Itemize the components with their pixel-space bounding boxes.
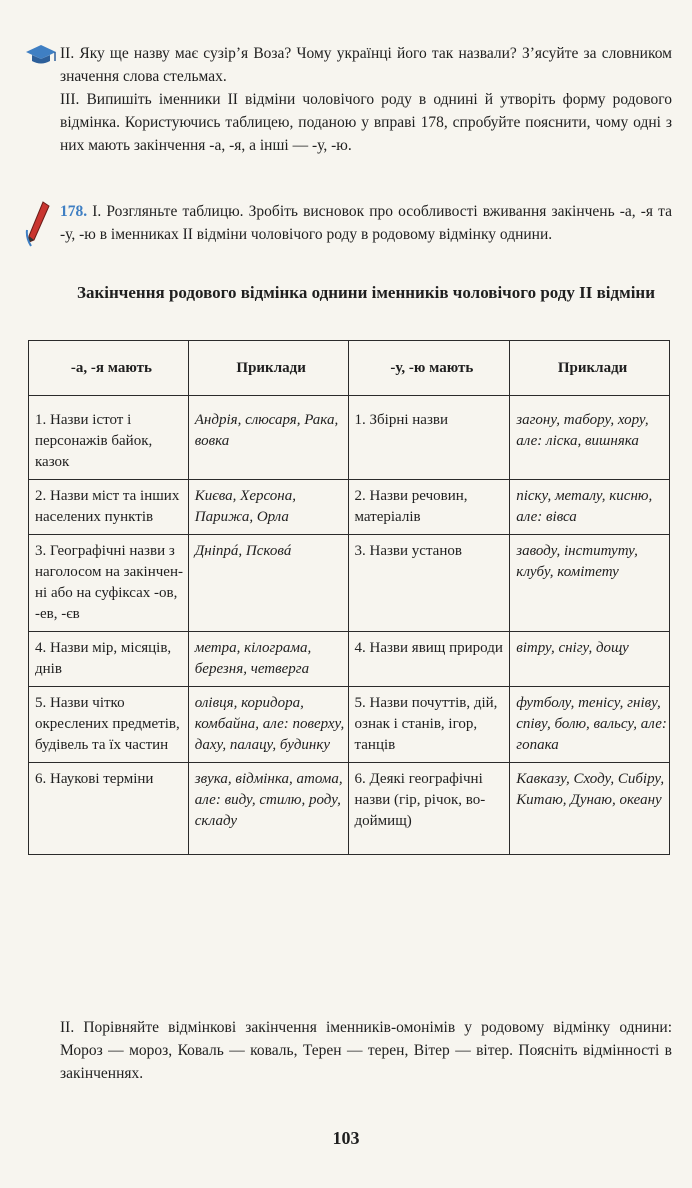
header-cell: -а, -я мають — [29, 341, 189, 396]
header-cell: -у, -ю мають — [348, 341, 510, 396]
table-cell: Києва, Херсона, Парижа, Орла — [188, 480, 348, 535]
task-3-text: III. Випишіть іменники II відміни чоловічого роду в однині й утворіть форму родового відмінка. Користуючись таблицею, поданою у вправі 178, спробуйте пояснити, чому одні з них мають закінчення -а, -я, а інші — -у, -ю. — [60, 91, 672, 154]
table-cell: 2. Назви міст та інших населених пунктів — [29, 480, 189, 535]
task-block-1 — [60, 42, 672, 157]
table-cell: 2. Назви речовин, матеріалів — [348, 480, 510, 535]
table-cell: 6. Наукові терміни — [29, 763, 189, 855]
table-row — [29, 535, 670, 632]
table-cell: Андрія, слюсаря, Рака, вовка — [188, 396, 348, 480]
table-cell: метра, кілограма, березня, четверга — [188, 632, 348, 687]
pen-icon — [25, 200, 51, 248]
task-2-text: II. Яку ще назву має сузір’я Воза? Чому українці його так назвали? З’ясуйте за словником значення слова стельмах. — [60, 45, 672, 85]
table-cell: 3. Географічні назви з наголосом на закінченні або на суфіксах -ов, -ев, -єв — [29, 535, 189, 632]
table-cell: вітру, снігу, дощу — [510, 632, 670, 687]
table-cell: 4. Назви явищ природи — [348, 632, 510, 687]
page-number: 103 — [332, 1128, 360, 1148]
table-cell: 6. Деякі географічні назви (гір, річок, водоймищ) — [348, 763, 510, 855]
table-cell: олівця, коридора, комбайна, але: поверху, даху, палацу, будинку — [188, 687, 348, 763]
table-cell: 3. Назви установ — [348, 535, 510, 632]
table-title: Закінчення родового відмінка однини іменників чоловічого роду II відміни — [76, 283, 656, 302]
table-cell: 4. Назви мір, місяців, днів — [29, 632, 189, 687]
header-cell: Приклади — [510, 341, 670, 396]
table-row — [29, 396, 670, 480]
table-cell: 1. Збірні назви — [348, 396, 510, 480]
table-row — [29, 632, 670, 687]
table-cell: загону, табору, хору, але: ліска, вишняка — [510, 396, 670, 480]
table-cell: заводу, інституту, клубу, комітету — [510, 535, 670, 632]
table-cell: 5. Назви чітко окреслених предметів, будівель та їх частин — [29, 687, 189, 763]
table-cell: звука, відмінка, атома, але: виду, стилю, роду, складу — [188, 763, 348, 855]
endings-table — [28, 340, 670, 855]
table-cell: Дніпрá, Псковá — [188, 535, 348, 632]
table-row — [29, 687, 670, 763]
table-cell: футболу, тенісу, гніву, співу, болю, вальсу, але: гопака — [510, 687, 670, 763]
header-cell: Приклади — [188, 341, 348, 396]
table-row — [29, 480, 670, 535]
table-cell: 1. Назви істот і персонажів байок, казок — [29, 396, 189, 480]
task-block-2 — [60, 1016, 672, 1085]
table-header-row — [29, 341, 670, 396]
exercise-178 — [60, 200, 672, 246]
table-cell: піску, металу, кисню, але: вівса — [510, 480, 670, 535]
task-2b-text: II. Порівняйте відмінкові закінчення іменників-омонімів у родовому відмінку однини: Мороз — мороз, Коваль — коваль, Терен — терен, Вітер — вітер. Поясніть відмінності в закінченнях. — [60, 1019, 672, 1082]
exercise-text: І. Розгляньте таблицю. Зробіть висновок про особливості вживання закінчень -а, -я та -у, -ю в іменниках II відміни чоловічого роду в родовому відмінку однини. — [60, 203, 673, 243]
table-row — [29, 763, 670, 855]
graduation-cap-icon — [24, 44, 58, 66]
table-cell: 5. Назви почуттів, дій, ознак і станів, ігор, танців — [348, 687, 510, 763]
table-cell: Кавказу, Сходу, Сибіру, Китаю, Дунаю, океану — [510, 763, 670, 855]
exercise-number: 178. — [60, 203, 88, 220]
